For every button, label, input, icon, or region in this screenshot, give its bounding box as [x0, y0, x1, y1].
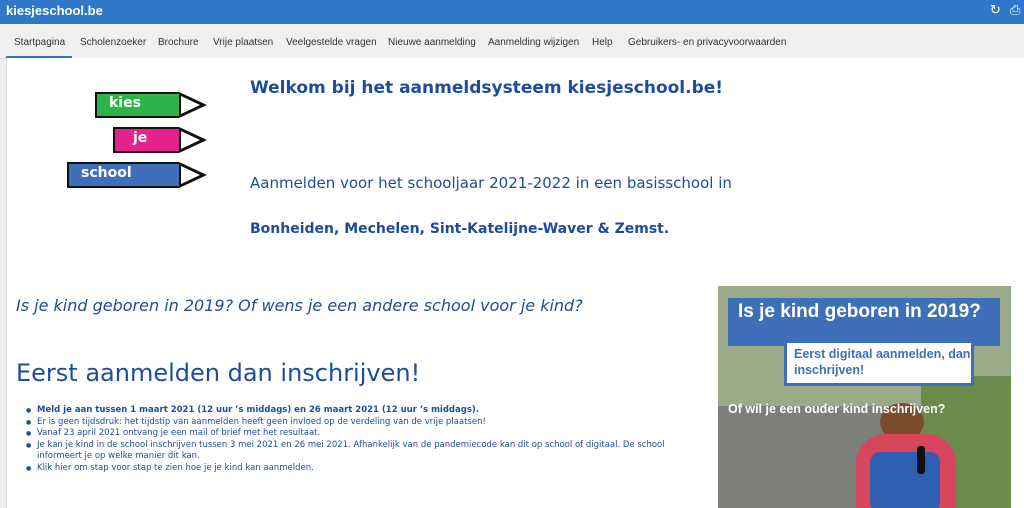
banner-subtitle-box: [784, 340, 974, 386]
list-item: ● Meld je aan tussen 1 maart 2021 (12 uur ’s middags) en 26 maart 2021 (12 uur ’s middags).: [27, 405, 687, 417]
tab-aanmelding-wijzigen[interactable]: Aanmelding wijzigen: [488, 37, 580, 48]
list-item: ● Vanaf 23 april 2021 ontvang je een mail of brief met het resultaat.: [27, 428, 687, 440]
welcome-heading: Welkom bij het aanmeldsysteem kiesjeschool.be!: [250, 78, 724, 98]
tab-gebruikers-voorwaarden[interactable]: Gebruikers- en privacyvoorwaarden: [628, 37, 787, 48]
section-heading: Eerst aanmelden dan inschrijven!: [16, 359, 421, 387]
pencil-kies: [95, 92, 207, 118]
tab-veelgestelde-vragen[interactable]: Veelgestelde vragen: [286, 37, 377, 48]
site-title[interactable]: kiesjeschool.be: [6, 3, 103, 18]
bag-strap: [917, 446, 925, 474]
logo-word-school: school: [81, 165, 132, 181]
pencil-je: [113, 127, 207, 153]
schoolyear-text: Aanmelden voor het schooljaar 2021-2022 in een basisschool in: [250, 174, 732, 192]
banner-question: Of wil je een ouder kind inschrijven?: [728, 402, 946, 416]
top-bar: [0, 0, 1024, 24]
main-content: [6, 58, 1024, 508]
banner-title-box: [728, 298, 1000, 346]
school-bag: [870, 452, 940, 508]
regions-text: Bonheiden, Mechelen, Sint-Katelijne-Waver & Zemst.: [250, 221, 670, 237]
tab-scholenzoeker[interactable]: Scholenzoeker: [80, 37, 147, 48]
logo-word-kies: kies: [109, 95, 141, 111]
tab-brochure[interactable]: Brochure: [158, 37, 199, 48]
tab-nieuwe-aanmelding[interactable]: Nieuwe aanmelding: [388, 37, 476, 48]
refresh-icon[interactable]: ↻: [990, 3, 1001, 18]
list-item: ● Er is geen tijdsdruk: het tijdstip van aanmelden heeft geen invloed op de verdeling van de vrije plaatsen!: [27, 417, 687, 429]
tab-vrije-plaatsen[interactable]: Vrije plaatsen: [213, 37, 274, 48]
kiesjeschool-logo[interactable]: [61, 90, 211, 194]
pencil-school: [67, 162, 207, 188]
nav-bar: [0, 24, 1024, 59]
question-heading: Is je kind geboren in 2019? Of wens je een andere school voor je kind?: [16, 296, 583, 315]
logo-word-je: je: [133, 130, 148, 146]
print-icon[interactable]: ⎙: [1010, 3, 1021, 18]
banner-subtitle: Eerst digitaal aanmelden, dan inschrijven!: [794, 347, 971, 377]
promo-banner[interactable]: [718, 286, 1011, 508]
list-item: ● Je kan je kind in de school inschrijven tussen 3 mei 2021 en 26 mei 2021. Afhankelijk van de pandemiecode kan dit op school of digitaal. De school informeert je op welke manier dit kan.: [27, 440, 687, 463]
list-item-link[interactable]: ● Klik hier om stap voor stap te zien hoe je je kind kan aanmelden.: [27, 463, 687, 475]
banner-title: Is je kind geboren in 2019?: [738, 301, 981, 322]
tab-startpagina[interactable]: Startpagina: [14, 37, 66, 48]
info-list: [27, 405, 687, 475]
tab-help[interactable]: Help: [592, 37, 613, 48]
